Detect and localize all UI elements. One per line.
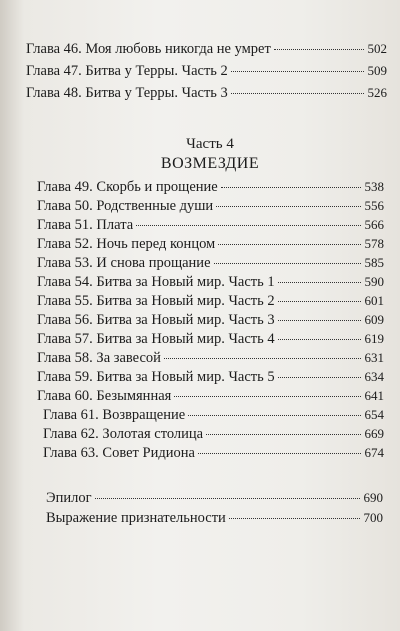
toc-entry <box>37 216 384 234</box>
toc-entry-page: 590 <box>364 274 384 289</box>
toc-entry-title: Глава 62. Золотая столица <box>43 426 204 442</box>
toc-entry-title: Эпилог <box>46 490 92 506</box>
toc-entry <box>37 235 384 253</box>
leader-dots <box>164 358 361 359</box>
leader-dots <box>274 49 364 50</box>
toc-entry-page: 509 <box>367 63 387 78</box>
toc-entry <box>37 311 384 329</box>
toc-entry <box>37 292 384 310</box>
leader-dots <box>198 453 361 454</box>
toc-entry <box>37 387 384 405</box>
leader-dots <box>216 206 360 207</box>
toc-entry <box>37 178 384 196</box>
toc-entry <box>46 509 383 527</box>
toc-entry-title: Глава 55. Битва за Новый мир. Часть 2 <box>37 293 275 309</box>
toc-entry <box>43 425 384 443</box>
leader-dots <box>188 415 360 416</box>
toc-entry-title: Глава 60. Безымянная <box>37 388 172 404</box>
toc-entry-title: Глава 61. Возвращение <box>43 407 186 423</box>
toc-entry-page: 654 <box>364 407 384 422</box>
toc-entry-title: Глава 53. И снова прощание <box>37 255 211 271</box>
toc-entry-title: Глава 50. Родственные души <box>37 198 214 214</box>
toc-entry <box>37 273 384 291</box>
leader-dots <box>231 71 364 72</box>
leader-dots <box>278 339 361 340</box>
toc-entry <box>26 40 387 58</box>
toc-entry <box>37 197 384 215</box>
toc-entry-title: Глава 52. Ночь перед концом <box>37 236 216 252</box>
toc-entry-page: 538 <box>364 179 384 194</box>
leader-dots <box>218 244 360 245</box>
toc-entry <box>37 254 384 272</box>
toc-entry-page: 566 <box>364 217 384 232</box>
toc-entry-page: 619 <box>364 331 384 346</box>
toc-entry-page: 674 <box>364 445 384 460</box>
toc-entry-title: Глава 56. Битва за Новый мир. Часть 3 <box>37 312 275 328</box>
toc-entry-page: 609 <box>364 312 384 327</box>
toc-entry <box>46 489 383 507</box>
toc-entry-title: Глава 58. За завесой <box>37 350 161 366</box>
toc-entry <box>37 368 384 386</box>
toc-entry <box>37 349 384 367</box>
leader-dots <box>278 377 361 378</box>
toc-entry <box>43 444 384 462</box>
leader-dots <box>95 498 360 499</box>
leader-dots <box>231 93 364 94</box>
leader-dots <box>214 263 361 264</box>
toc-entry-page: 634 <box>364 369 384 384</box>
toc-entry-title: Глава 54. Битва за Новый мир. Часть 1 <box>37 274 275 290</box>
leader-dots <box>278 282 361 283</box>
toc-entry-page: 641 <box>364 388 384 403</box>
leader-dots <box>278 320 361 321</box>
toc-entry <box>37 330 384 348</box>
toc-entry-page: 669 <box>364 426 384 441</box>
toc-entry-title: Глава 51. Плата <box>37 217 134 233</box>
toc-entry-title: Глава 49. Скорбь и прощение <box>37 179 218 195</box>
toc-entry-page: 526 <box>367 85 387 100</box>
toc-entry-page: 690 <box>363 490 383 505</box>
toc-entry-title: Выражение признательности <box>46 510 226 526</box>
toc-entry-page: 601 <box>364 293 384 308</box>
part-heading: Часть 4 <box>186 136 234 152</box>
toc-entry <box>26 84 387 102</box>
toc-entry-page: 585 <box>364 255 384 270</box>
leader-dots <box>278 301 361 302</box>
part-title: ВОЗМЕЗДИЕ <box>160 155 260 172</box>
toc-entry <box>26 62 387 80</box>
toc-entry-page: 556 <box>364 198 384 213</box>
toc-entry <box>43 406 384 424</box>
toc-entry-title: Глава 63. Совет Ридиона <box>43 445 195 461</box>
toc-entry-page: 502 <box>367 41 387 56</box>
leader-dots <box>221 187 361 188</box>
toc-entry-title: Глава 48. Битва у Терры. Часть 3 <box>26 85 228 101</box>
toc-entry-title: Глава 46. Моя любовь никогда не умрет <box>26 41 271 57</box>
toc-entry-title: Глава 57. Битва за Новый мир. Часть 4 <box>37 331 275 347</box>
toc-entry-title: Глава 47. Битва у Терры. Часть 2 <box>26 63 228 79</box>
toc-entry-page: 700 <box>363 510 383 525</box>
toc-entry-page: 578 <box>364 236 384 251</box>
leader-dots <box>229 518 360 519</box>
toc-entry-title: Глава 59. Битва за Новый мир. Часть 5 <box>37 369 275 385</box>
leader-dots <box>174 396 360 397</box>
leader-dots <box>206 434 360 435</box>
leader-dots <box>136 225 360 226</box>
toc-entry-page: 631 <box>364 350 384 365</box>
